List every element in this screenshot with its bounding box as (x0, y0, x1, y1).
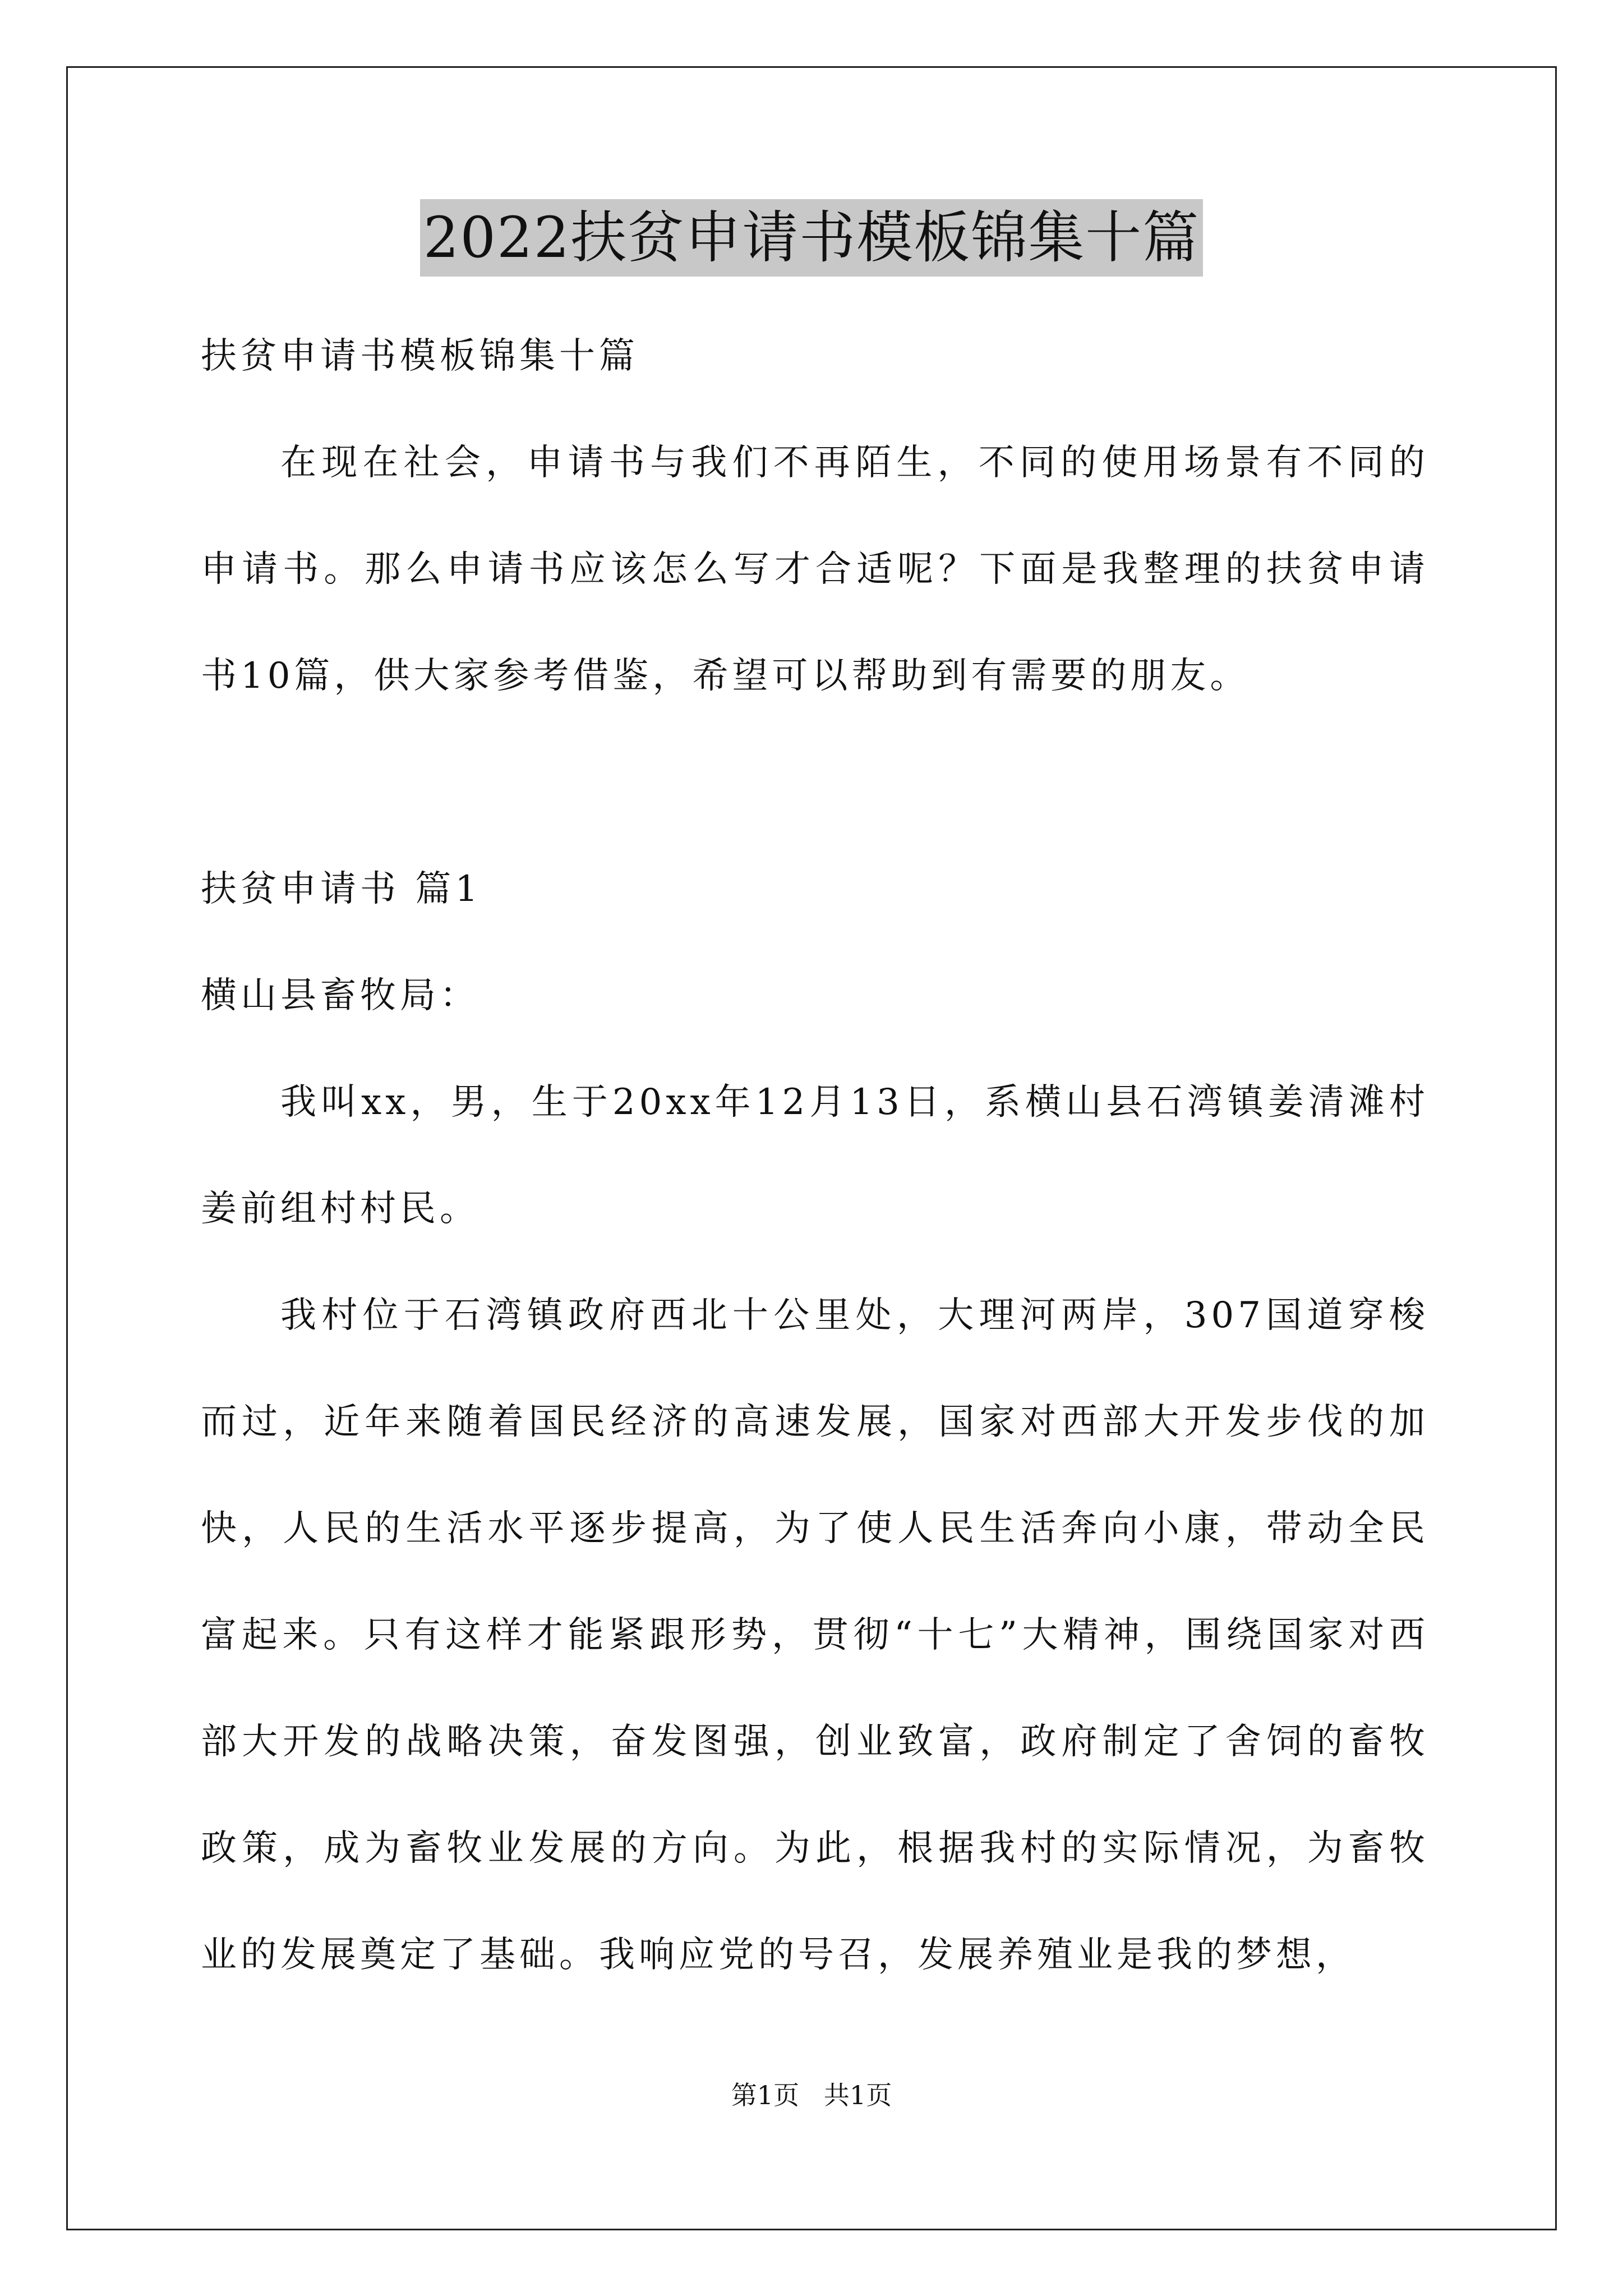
body-paragraph-1: 我叫xx，男，生于20xx年12月13日，系横山县石湾镇姜清滩村姜前组村村民。 (201, 1082, 1429, 1230)
document-body (201, 303, 1429, 2008)
salutation: 横山县畜牧局： (201, 975, 479, 1016)
document-title: 2022扶贫申请书模板锦集十篇 (420, 199, 1204, 277)
document-subtitle: 扶贫申请书模板锦集十篇 (201, 335, 639, 377)
title-container (0, 199, 1623, 277)
body-paragraph-2: 我村位于石湾镇政府西北十公里处，大理河两岸，307国道穿梭而过，近年来随着国民经济的高速发展，国家对西部大开发步伐的加快，人民的生活水平逐步提高，为了使人民生活奔向小康，带动全民富起来。只有这样才能紧跟形势，贯彻“十七”大精神，围绕国家对西部大开发的战略决策，奋发图强，创业致富，政府制定了舍饲的畜牧政策，成为畜牧业发展的方向。为此，根据我村的实际情况，为畜牧业的发展奠定了基础。我响应党的号召，发展养殖业是我的梦想， (201, 1295, 1429, 1976)
section-spacer (201, 729, 1429, 836)
intro-paragraph: 在现在社会，申请书与我们不再陌生，不同的使用场景有不同的申请书。那么申请书应该怎么写才合适呢？下面是我整理的扶贫申请书10篇，供大家参考借鉴，希望可以帮助到有需要的朋友。 (201, 442, 1429, 697)
section-heading: 扶贫申请书 篇1 (201, 868, 482, 910)
page-footer: 第1页 共1页 (731, 2080, 892, 2110)
